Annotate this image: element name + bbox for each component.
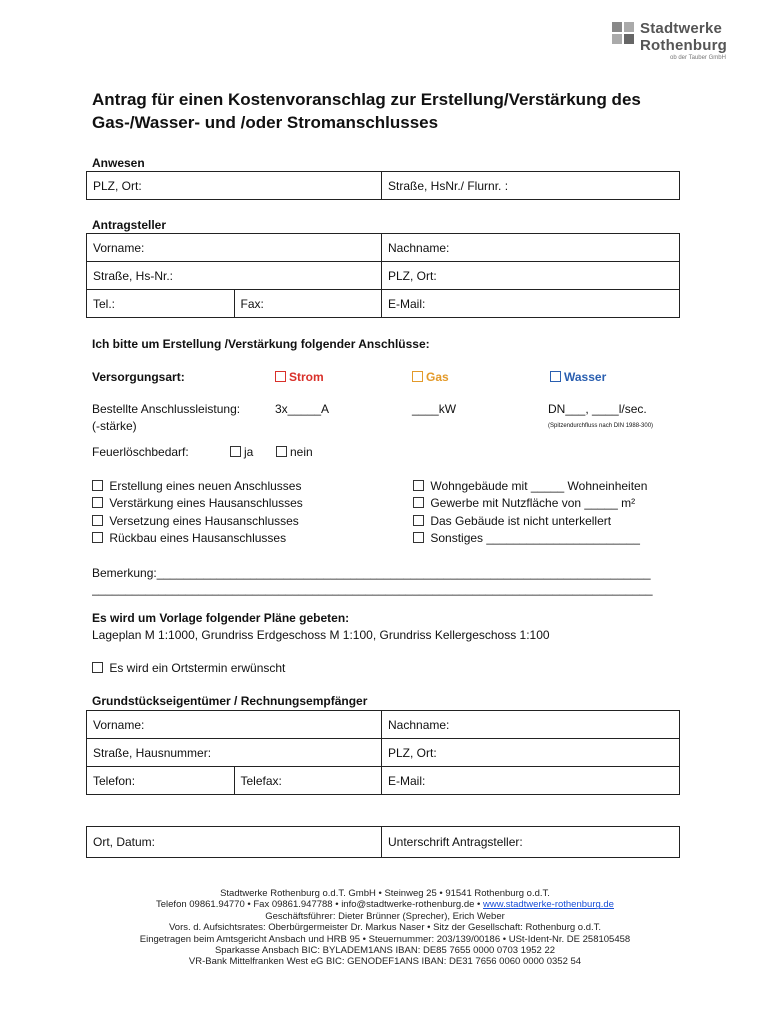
checkbox-ortstermin[interactable] bbox=[92, 662, 103, 673]
anschlussleistung-label: Bestellte Anschlussleistung: bbox=[92, 402, 241, 416]
field-fax[interactable]: Fax: bbox=[234, 290, 382, 318]
checkbox-wasser[interactable] bbox=[550, 371, 561, 382]
field-unterschrift[interactable]: Unterschrift Antragsteller: bbox=[382, 827, 680, 858]
option-gas[interactable] bbox=[412, 370, 449, 384]
field-eig-email[interactable]: E-Mail: bbox=[382, 767, 680, 795]
footer-bank-2: VR-Bank Mittelfranken West eG BIC: GENODEF1ANS IBAN: DE31 7656 0060 0000 0352 54 bbox=[188, 956, 582, 968]
option-ja[interactable] bbox=[230, 445, 253, 459]
checkbox-versetzung[interactable] bbox=[92, 515, 103, 526]
checkbox-sonstiges[interactable] bbox=[413, 532, 424, 543]
right-options-list bbox=[413, 478, 647, 547]
field-ort-datum[interactable]: Ort, Datum: bbox=[87, 827, 382, 858]
footer-address: Stadtwerke Rothenburg o.d.T. GmbH • Steinweg 25 • 91541 Rothenburg o.d.T. bbox=[220, 888, 550, 899]
eigentuemer-heading: Grundstückseigentümer / Rechnungsempfänger bbox=[92, 694, 368, 708]
strom-value-field[interactable]: 3x_____A bbox=[275, 402, 330, 416]
gas-value-field[interactable]: ____kW bbox=[412, 402, 457, 416]
ortstermin-label: Es wird ein Ortstermin erwünscht bbox=[109, 661, 286, 675]
list-item[interactable]: Verstärkung eines Hausanschlusses bbox=[92, 495, 303, 512]
option-wasser[interactable] bbox=[550, 370, 606, 384]
checkbox-nein[interactable] bbox=[276, 446, 287, 457]
list-item[interactable]: Wohngebäude mit _____ Wohneinheiten bbox=[413, 478, 647, 495]
bemerkung-line-2[interactable]: ____________________________________________________________________________________ bbox=[92, 582, 653, 596]
ja-label: ja bbox=[244, 445, 254, 459]
checkbox-rueckbau[interactable] bbox=[92, 532, 103, 543]
field-strasse-flurnr[interactable]: Straße, HsNr./ Flurnr. : bbox=[382, 172, 680, 200]
page-footer bbox=[100, 888, 670, 968]
option-ortstermin[interactable] bbox=[92, 661, 285, 675]
section-antragsteller-heading: Antragsteller bbox=[92, 218, 167, 232]
option-strom[interactable] bbox=[275, 370, 324, 384]
list-item[interactable]: Gewerbe mit Nutzfläche von _____ m² bbox=[413, 495, 647, 512]
anwesen-table bbox=[86, 171, 680, 200]
section-anschluesse-heading: Ich bitte um Erstellung /Verstärkung folgender Anschlüsse: bbox=[92, 337, 430, 351]
list-item[interactable]: Das Gebäude ist nicht unterkellert bbox=[413, 513, 647, 530]
footer-board: Vors. d. Aufsichtsrates: Oberbürgermeister Dr. Markus Naser • Sitz der Gesellschaft: Rothenburg o.d.T. bbox=[168, 922, 602, 934]
plaene-text: Lageplan M 1:1000, Grundriss Erdgeschoss M 1:100, Grundriss Kellergeschoss 1:100 bbox=[92, 628, 550, 642]
wasser-value-field[interactable]: DN___, ____l/sec. bbox=[548, 402, 647, 416]
versorgungsart-label: Versorgungsart: bbox=[92, 370, 185, 384]
company-logo bbox=[612, 20, 732, 64]
feuerloeschbedarf-label: Feuerlöschbedarf: bbox=[92, 445, 189, 459]
field-eig-strasse[interactable]: Straße, Hausnummer: bbox=[87, 739, 382, 767]
option-nein[interactable] bbox=[276, 445, 313, 459]
checkbox-nicht-unterkellert[interactable] bbox=[413, 515, 424, 526]
footer-bank-1: Sparkasse Ansbach BIC: BYLADEM1ANS IBAN: DE85 7655 0000 0703 1952 22 bbox=[214, 945, 556, 957]
logo-mark-icon bbox=[612, 22, 636, 44]
checkbox-erstellung[interactable] bbox=[92, 480, 103, 491]
footer-registry: Eingetragen beim Amtsgericht Ansbach und HRB 95 • Steuernummer: 203/139/00186 • USt-Ident-Nr. DE 258105458 bbox=[139, 933, 631, 945]
logo-line-3: ob der Tauber GmbH bbox=[670, 55, 726, 61]
footer-management: Geschäftsführer: Dieter Brünner (Sprecher), Erich Weber bbox=[265, 910, 505, 922]
strom-label: Strom bbox=[289, 370, 324, 384]
antragsteller-table bbox=[86, 233, 680, 318]
checkbox-ja[interactable] bbox=[230, 446, 241, 457]
field-plz-ort[interactable]: PLZ, Ort: bbox=[87, 172, 382, 200]
field-email[interactable]: E-Mail: bbox=[382, 290, 680, 318]
gas-label: Gas bbox=[426, 370, 449, 384]
checkbox-strom[interactable] bbox=[275, 371, 286, 382]
field-plz-ort-antragsteller[interactable]: PLZ, Ort: bbox=[382, 262, 680, 290]
field-eig-plz-ort[interactable]: PLZ, Ort: bbox=[382, 739, 680, 767]
title-line-2: Gas-/Wasser- und /oder Stromanschlusses bbox=[92, 113, 439, 132]
bemerkung-line-1[interactable]: Bemerkung:__________________________________________________________________________ bbox=[92, 566, 651, 580]
list-item[interactable]: Versetzung eines Hausanschlusses bbox=[92, 513, 303, 530]
field-eig-telefon[interactable]: Telefon: bbox=[87, 767, 235, 795]
checkbox-gas[interactable] bbox=[412, 371, 423, 382]
checkbox-gewerbe[interactable] bbox=[413, 497, 424, 508]
eigentuemer-table bbox=[86, 710, 680, 795]
footer-contact: Telefon 09861.94770 • Fax 09861.947788 • info@stadtwerke-rothenburg.de • www.stadtwerke-rothenburg.de bbox=[156, 899, 614, 911]
field-nachname[interactable]: Nachname: bbox=[382, 234, 680, 262]
field-eig-vorname[interactable]: Vorname: bbox=[87, 711, 382, 739]
nein-label: nein bbox=[290, 445, 313, 459]
field-strasse-hsnr[interactable]: Straße, Hs-Nr.: bbox=[87, 262, 382, 290]
website-link[interactable]: www.stadtwerke-rothenburg.de bbox=[483, 899, 614, 911]
section-anwesen-heading: Anwesen bbox=[92, 156, 145, 170]
title-line-1: Antrag für einen Kostenvoranschlag zur Erstellung/Verstärkung des bbox=[92, 90, 641, 109]
list-item[interactable]: Rückbau eines Hausanschlusses bbox=[92, 530, 303, 547]
left-options-list bbox=[92, 478, 303, 547]
logo-line-1: Stadtwerke bbox=[640, 20, 723, 37]
field-eig-telefax[interactable]: Telefax: bbox=[234, 767, 382, 795]
checkbox-wohngebaeude[interactable] bbox=[413, 480, 424, 491]
wasser-label: Wasser bbox=[564, 370, 607, 384]
signature-table bbox=[86, 826, 680, 858]
spitzendurchfluss-note: (Spitzendurchfluss nach DIN 1988-300) bbox=[548, 423, 654, 429]
logo-line-2: Rothenburg bbox=[640, 37, 727, 54]
field-vorname[interactable]: Vorname: bbox=[87, 234, 382, 262]
anschlussstaerke-label: (-stärke) bbox=[92, 419, 137, 433]
page-title bbox=[92, 88, 692, 134]
checkbox-verstaerkung[interactable] bbox=[92, 497, 103, 508]
list-item[interactable]: Erstellung eines neuen Anschlusses bbox=[92, 478, 303, 495]
plaene-heading: Es wird um Vorlage folgender Pläne gebeten: bbox=[92, 611, 350, 625]
field-tel[interactable]: Tel.: bbox=[87, 290, 235, 318]
field-eig-nachname[interactable]: Nachname: bbox=[382, 711, 680, 739]
list-item[interactable]: Sonstiges _______________________ bbox=[413, 530, 647, 547]
